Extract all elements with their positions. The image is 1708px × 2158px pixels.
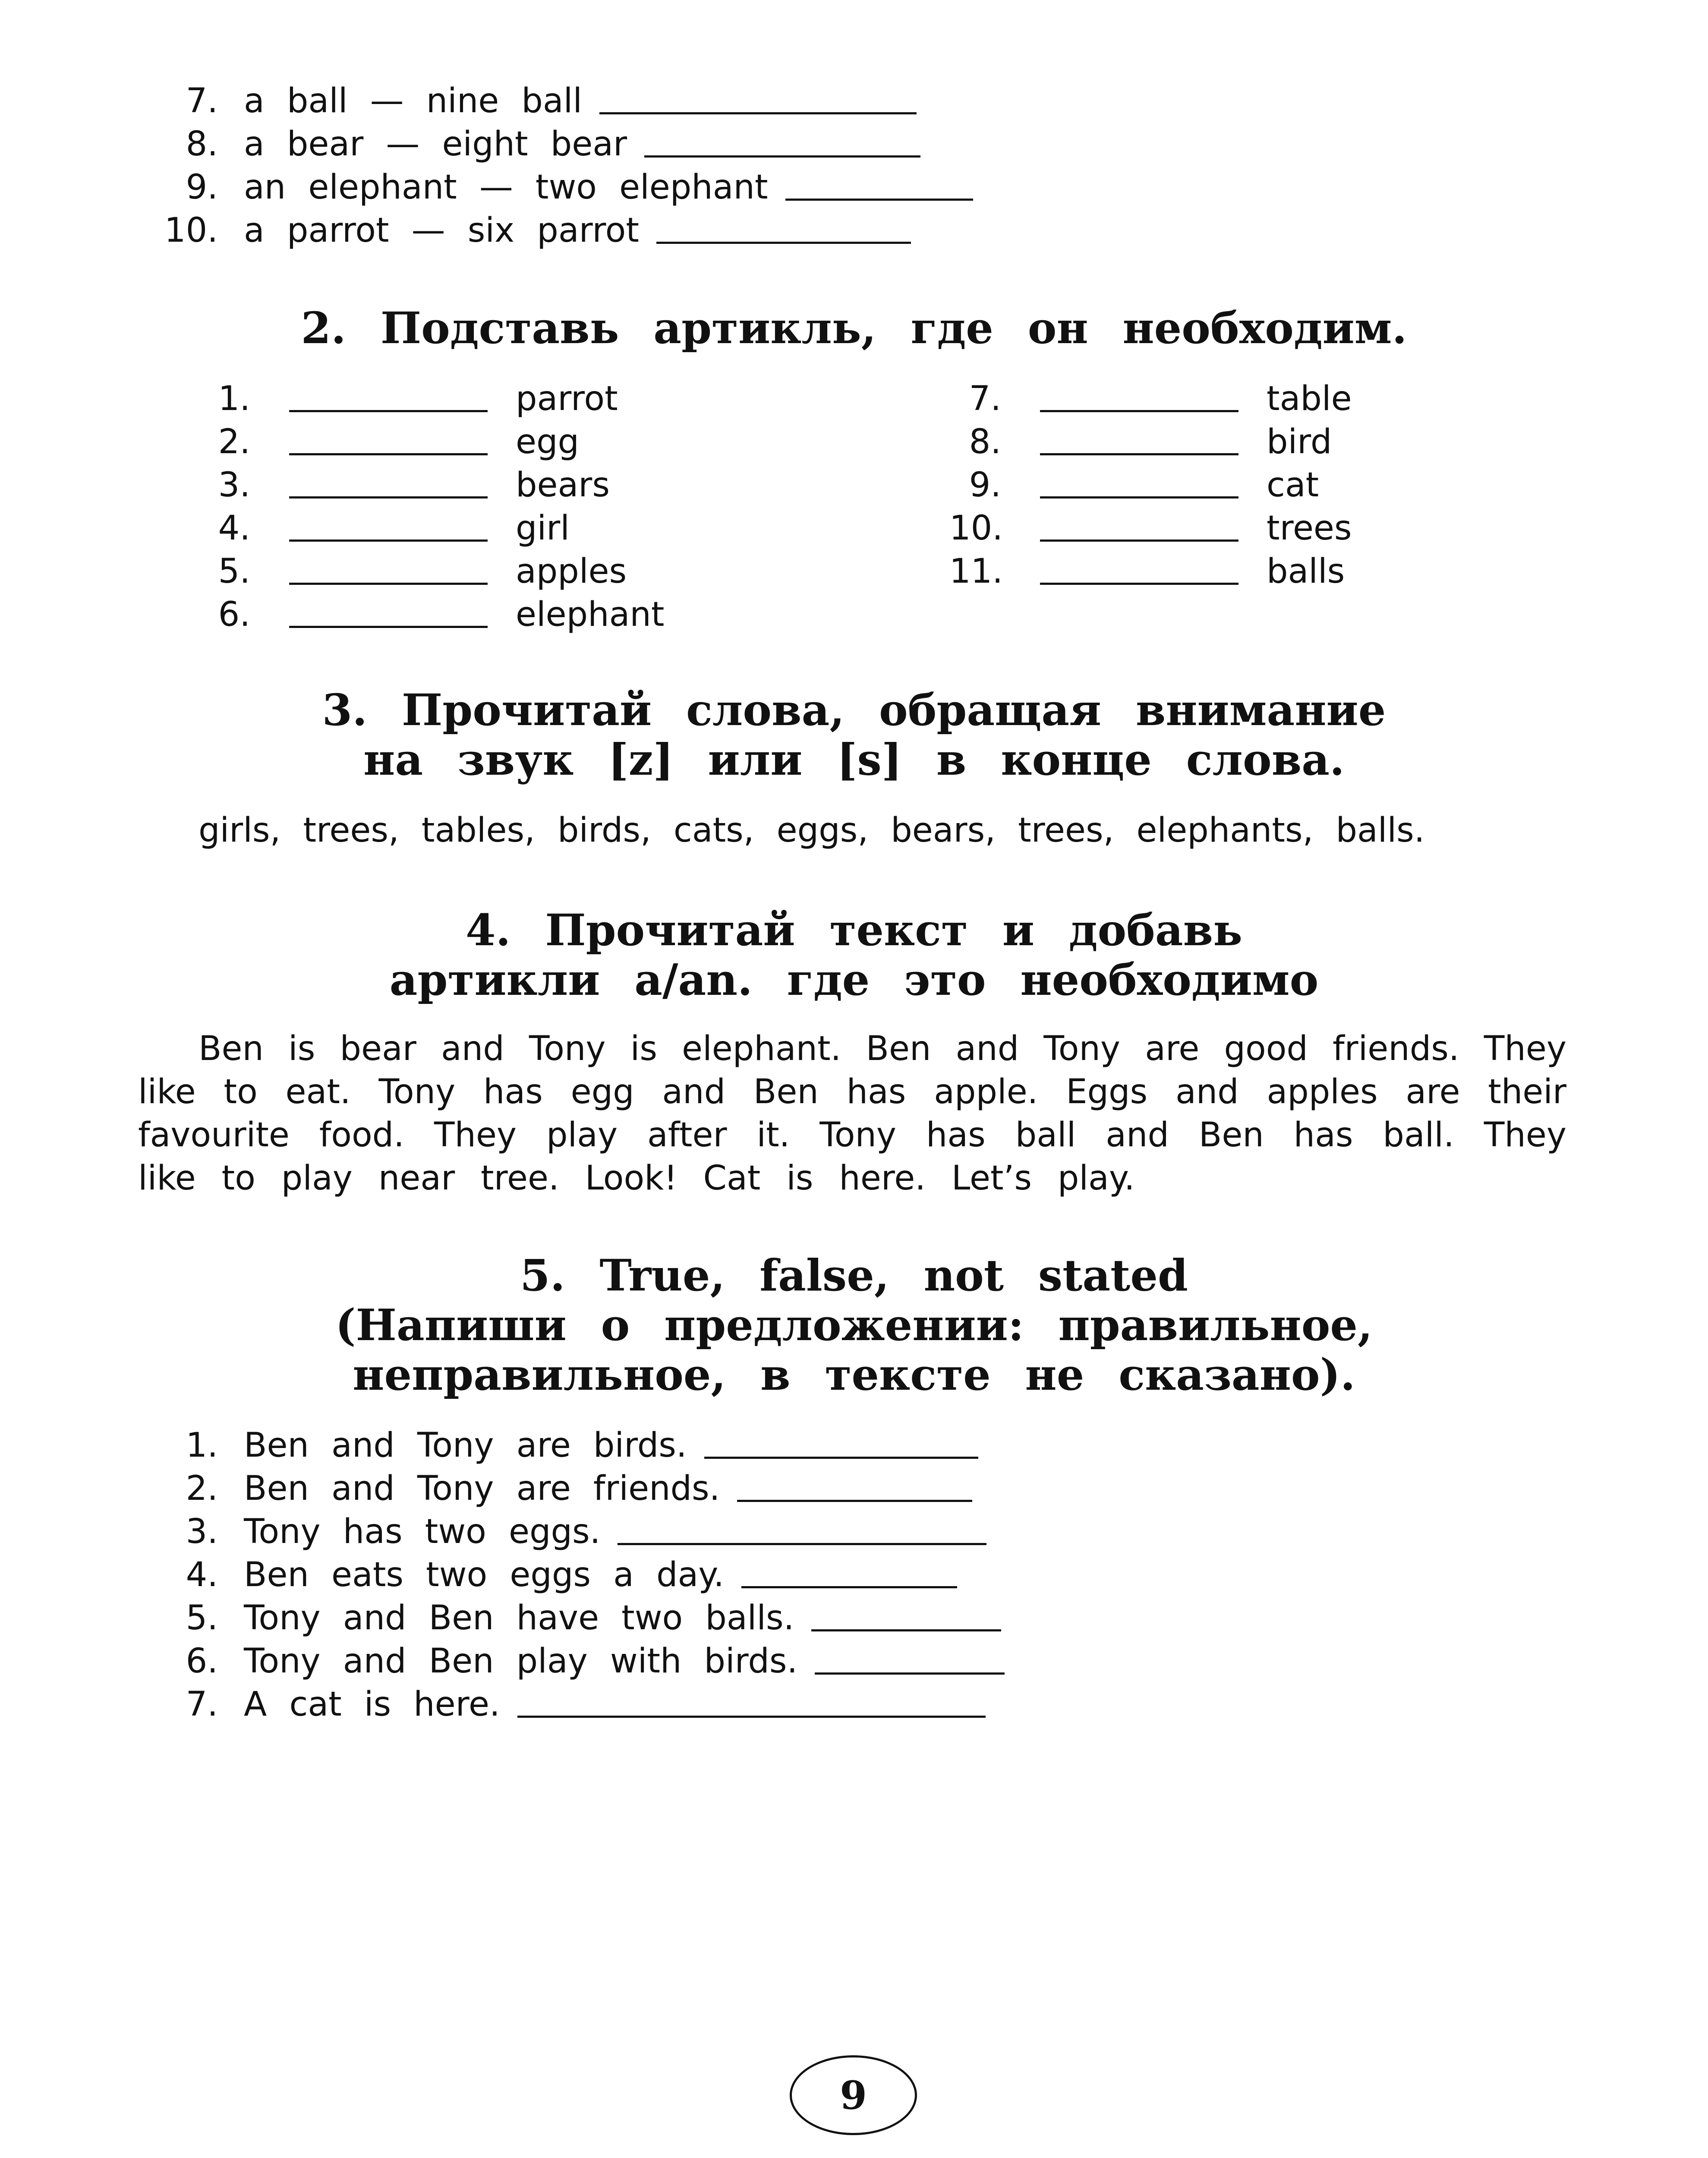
item-text: Ben and Tony are birds. [244, 1426, 687, 1465]
item-word: parrot [516, 379, 618, 418]
item-text: a parrot — six parrot [244, 211, 639, 250]
ex5-item-2 [138, 1469, 972, 1508]
ex2-item-11 [949, 552, 1345, 591]
item-number: 11. [949, 552, 1003, 591]
exercise-5-title-line-2: (Напиши о предложении: правильное, [335, 1300, 1373, 1350]
answer-blank[interactable] [289, 453, 488, 455]
item-number: 8. [969, 423, 1001, 461]
answer-blank[interactable] [656, 242, 911, 244]
answer-blank[interactable] [741, 1586, 957, 1588]
answer-blank[interactable] [811, 1629, 1001, 1631]
answer-blank[interactable] [737, 1500, 972, 1502]
item-number: 2. [218, 423, 250, 461]
item-number: 3. [186, 1512, 218, 1551]
item-number: 1. [218, 379, 250, 418]
item-word: balls [1267, 552, 1345, 591]
answer-blank[interactable] [289, 540, 488, 542]
item-word: trees [1267, 509, 1352, 548]
item-number: 4. [186, 1555, 218, 1594]
exercise-4-text-line-2: like to eat. Tony has egg and Ben has apple. Eggs and apples are their [138, 1073, 1566, 1111]
answer-blank[interactable] [644, 155, 920, 158]
answer-blank[interactable] [618, 1543, 986, 1545]
item-word: bird [1267, 423, 1332, 461]
answer-blank[interactable] [1040, 410, 1238, 412]
ex1-item-7 [138, 84, 917, 118]
ex2-item-7 [949, 379, 1352, 418]
ex1-item-8 [138, 125, 920, 164]
item-number: 6. [218, 595, 250, 634]
item-number: 9. [969, 466, 1001, 505]
item-text: Ben and Tony are friends. [244, 1469, 720, 1508]
item-word: girl [516, 509, 570, 548]
item-word: elephant [516, 595, 665, 634]
answer-blank[interactable] [1040, 453, 1238, 455]
exercise-3-word-list: girls, trees, tables, birds, cats, eggs, bears, trees, elephants, balls. [199, 811, 1425, 850]
exercise-5-title-line-1: 5. True, false, not stated [520, 1250, 1188, 1301]
item-number: 7. [186, 82, 218, 120]
item-number: 10. [949, 509, 1003, 548]
ex2-item-5 [199, 552, 627, 591]
exercise-4-title-line-1: 4. Прочитай текст и добавь [465, 905, 1243, 956]
answer-blank[interactable] [815, 1672, 1005, 1675]
ex2-item-4 [199, 509, 570, 548]
item-number: 7. [186, 1685, 218, 1724]
item-number: 5. [218, 552, 250, 591]
item-word: apples [516, 552, 627, 591]
ex2-item-3 [199, 466, 610, 505]
answer-blank[interactable] [785, 199, 973, 201]
ex5-item-5 [138, 1601, 1001, 1635]
exercise-4-text-line-4: like to play near tree. Look! Cat is here. Let’s play. [138, 1159, 1135, 1198]
item-text: Tony and Ben play with birds. [244, 1642, 798, 1681]
item-number: 9. [186, 168, 218, 207]
item-number: 10. [164, 211, 218, 250]
ex2-item-9 [949, 466, 1319, 505]
ex5-item-3 [138, 1512, 986, 1551]
answer-blank[interactable] [289, 496, 488, 498]
ex2-item-1 [199, 379, 618, 418]
ex2-item-6 [199, 595, 665, 634]
item-word: cat [1267, 466, 1319, 505]
ex5-item-7 [138, 1685, 986, 1724]
answer-blank[interactable] [1040, 583, 1238, 585]
page-number: 9 [790, 2055, 917, 2135]
item-text: Ben eats two eggs a day. [244, 1555, 725, 1594]
item-text: A cat is here. [244, 1685, 500, 1724]
answer-blank[interactable] [517, 1716, 986, 1718]
ex5-item-6 [138, 1642, 1005, 1681]
item-text: Tony has two eggs. [244, 1512, 601, 1551]
ex5-item-1 [138, 1426, 978, 1465]
ex2-item-8 [949, 425, 1332, 459]
item-number: 2. [186, 1469, 218, 1508]
answer-blank[interactable] [704, 1457, 978, 1459]
item-word: table [1267, 379, 1352, 418]
ex2-item-10 [949, 509, 1352, 548]
item-number: 6. [186, 1642, 218, 1681]
item-word: bears [516, 466, 610, 505]
exercise-2-title: 2. Подставь артикль, где он необходим. [301, 303, 1407, 353]
item-number: 8. [186, 125, 218, 164]
exercise-4-text-line-1: Ben is bear and Tony is elephant. Ben and Tony are good friends. They [199, 1029, 1566, 1068]
exercise-4-title-line-2: артикли a/an. где это необходимо [389, 954, 1319, 1005]
ex2-item-2 [199, 425, 579, 459]
exercise-4-text-line-3: favourite food. They play after it. Tony has ball and Ben has ball. They [138, 1116, 1566, 1155]
item-text: Tony and Ben have two balls. [244, 1599, 794, 1637]
exercise-5-title-line-3: неправильное, в тексте не сказано). [353, 1349, 1355, 1400]
answer-blank[interactable] [289, 410, 488, 412]
item-number: 3. [218, 466, 250, 505]
answer-blank[interactable] [1040, 496, 1238, 498]
answer-blank[interactable] [599, 112, 917, 114]
answer-blank[interactable] [1040, 540, 1238, 542]
item-number: 4. [218, 509, 250, 548]
item-text: a bear — eight bear [244, 125, 627, 164]
item-number: 5. [186, 1599, 218, 1637]
exercise-3-title-line-2: на звук [z] или [s] в конце слова. [363, 734, 1345, 785]
item-number: 7. [969, 379, 1001, 418]
exercise-3-title-line-1: 3. Прочитай слова, обращая внимание [322, 685, 1386, 735]
ex5-item-4 [138, 1555, 957, 1594]
ex1-item-9 [138, 168, 973, 207]
item-number: 1. [186, 1426, 218, 1465]
answer-blank[interactable] [289, 626, 488, 628]
answer-blank[interactable] [289, 583, 488, 585]
item-text: an elephant — two elephant [244, 168, 768, 207]
item-text: a ball — nine ball [244, 82, 583, 120]
ex1-item-10 [138, 211, 911, 250]
item-word: egg [516, 423, 580, 461]
